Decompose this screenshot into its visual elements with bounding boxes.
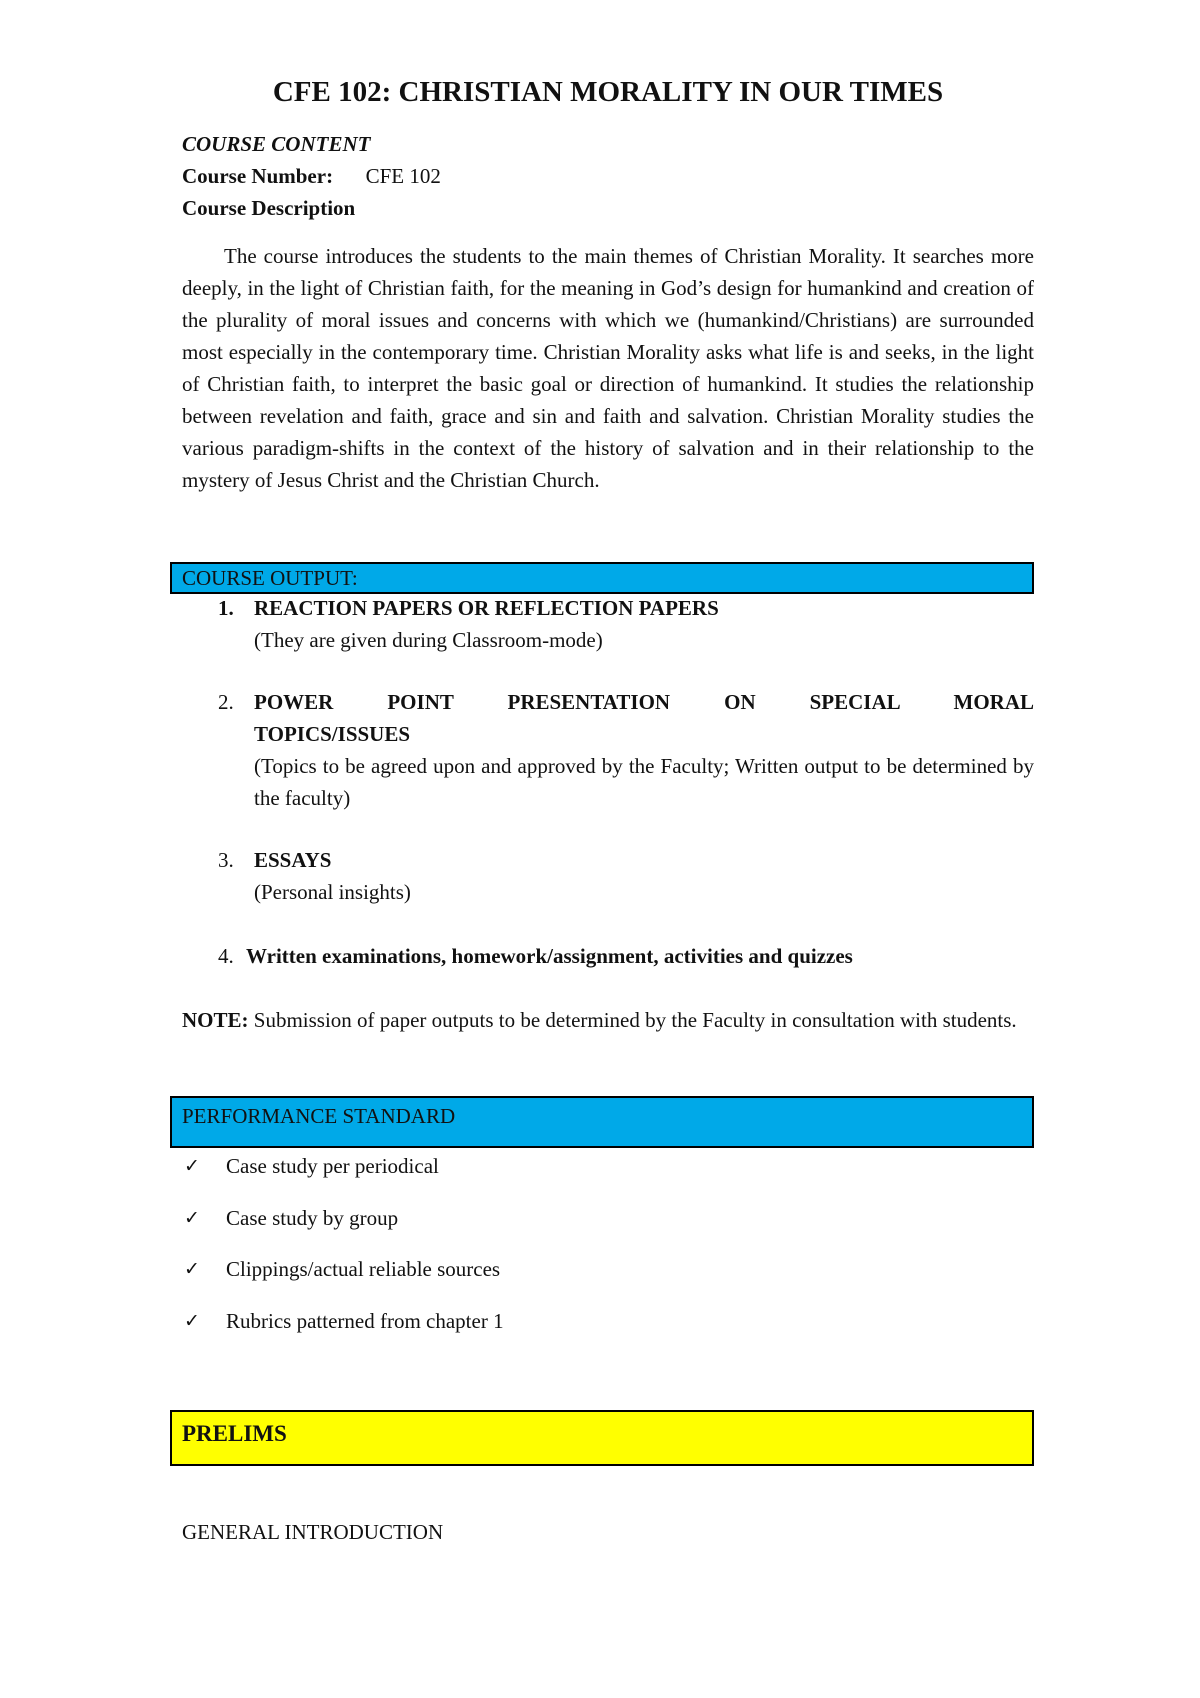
course-number-value: CFE 102 [365, 164, 441, 188]
note-label: NOTE: [182, 1008, 249, 1032]
checkmark-icon: ✓ [184, 1258, 200, 1280]
note-paragraph [182, 1004, 1034, 1036]
output-item-4 [218, 940, 1026, 972]
output-item-1 [218, 592, 1034, 656]
course-number-label: Course Number: [182, 164, 334, 188]
output-item-number: 2. [218, 690, 234, 714]
performance-standard-heading: PERFORMANCE STANDARD [182, 1104, 456, 1128]
course-description [182, 240, 1034, 496]
output-item-3 [218, 844, 1034, 908]
course-number-row [182, 160, 441, 192]
output-item-title-line1: POWER POINT PRESENTATION ON SPECIAL MORAL [254, 690, 1034, 714]
output-item-title: ESSAYS [254, 848, 332, 872]
course-output-heading: COURSE OUTPUT: [182, 566, 358, 590]
output-item-title: REACTION PAPERS OR REFLECTION PAPERS [254, 596, 719, 620]
course-description-label: Course Description [182, 196, 356, 220]
course-content-heading: COURSE CONTENT [182, 132, 371, 156]
performance-standard-bar [170, 1096, 1034, 1148]
performance-item-text: Clippings/actual reliable sources [226, 1257, 501, 1281]
checkmark-icon: ✓ [184, 1310, 200, 1332]
prelims-bar [170, 1410, 1034, 1466]
output-item-number: 4. [218, 944, 234, 968]
performance-item-text: Case study by group [226, 1206, 399, 1230]
output-item-title: Written examinations, homework/assignment, activities and quizzes [246, 944, 853, 968]
checkmark-icon: ✓ [184, 1155, 200, 1177]
document-title: CFE 102: CHRISTIAN MORALITY IN OUR TIMES [272, 76, 944, 108]
performance-item-text: Rubrics patterned from chapter 1 [226, 1309, 504, 1333]
output-item-title-line2: TOPICS/ISSUES [254, 722, 411, 746]
output-item-2 [218, 686, 1034, 814]
output-item-detail: (Personal insights) [254, 880, 411, 904]
prelims-heading: PRELIMS [182, 1421, 287, 1446]
output-item-detail: (Topics to be agreed upon and approved by the Faculty; Written output to be determined by the faculty) [254, 754, 1034, 810]
course-output-bar [170, 562, 1034, 594]
output-item-number: 3. [218, 848, 234, 872]
note-text: Submission of paper outputs to be determined by the Faculty in consultation with students. [248, 1008, 1017, 1032]
checkmark-icon: ✓ [184, 1207, 200, 1229]
performance-item-text: Case study per periodical [226, 1154, 439, 1178]
general-introduction-heading: GENERAL INTRODUCTION [182, 1520, 444, 1544]
course-description-text: The course introduces the students to the main themes of Christian Morality. It searches more deeply, in the light of Christian faith, for the meaning in God’s design for humankind and creation of the plurality of moral issues and concerns with which we (humankind/Christians) are surrounded most especially in the contemporary time. Christian Morality asks what life is and seeks, in the light of Christian faith, to interpret the basic goal or direction of humankind. It studies the relationship between revelation and faith, grace and sin and faith and salvation. Christian Morality studies the various paradigm-shifts in the context of the history of salvation and in their relationship to the mystery of Jesus Christ and the Christian Church. [182, 244, 1034, 492]
output-item-number: 1. [218, 596, 234, 620]
output-item-detail: (They are given during Classroom-mode) [254, 628, 603, 652]
